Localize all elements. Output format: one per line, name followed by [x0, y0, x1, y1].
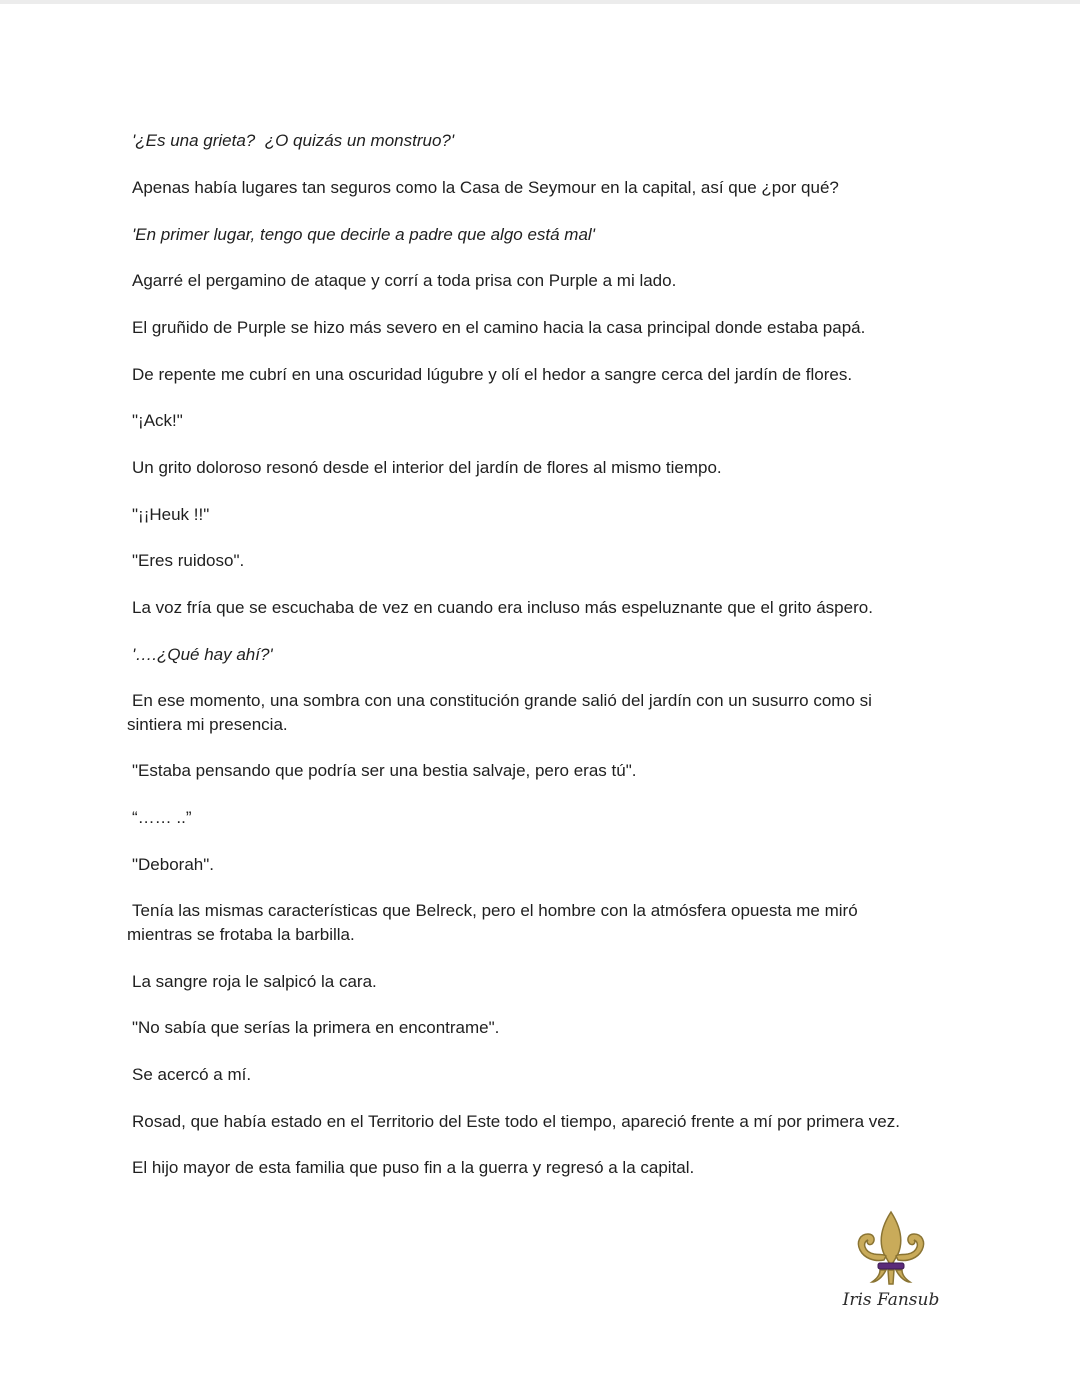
- paragraph-13: En ese momento, una sombra con una constitución grande salió del jardín con un susurro como si sintiera mi presencia.: [127, 691, 877, 734]
- paragraph-17: Tenía las mismas características que Belreck, pero el hombre con la atmósfera opuesta me miró mientras se frotaba la barbilla.: [127, 901, 863, 944]
- paragraph-4: Agarré el pergamino de ataque y corrí a toda prisa con Purple a mi lado.: [132, 271, 677, 290]
- paragraph-8: Un grito doloroso resonó desde el interior del jardín de flores al mismo tiempo.: [132, 458, 722, 477]
- paragraph-9: "¡¡Heuk !!": [132, 505, 210, 524]
- paragraph-20: Se acercó a mí.: [132, 1065, 252, 1084]
- paragraph-10: "Eres ruidoso".: [132, 551, 245, 570]
- paragraph-16: "Deborah".: [132, 855, 215, 874]
- paragraph-6: De repente me cubrí en una oscuridad lúgubre y olí el hedor a sangre cerca del jardín de flores.: [132, 365, 853, 384]
- fleur-de-lis-icon: [844, 1208, 938, 1288]
- paragraph-22: El hijo mayor de esta familia que puso fin a la guerra y regresó a la capital.: [132, 1158, 695, 1177]
- paragraph-12: '….¿Qué hay ahí?': [132, 645, 273, 664]
- paragraph-3: 'En primer lugar, tengo que decirle a padre que algo está mal': [132, 225, 595, 244]
- paragraph-11: La voz fría que se escuchaba de vez en cuando era incluso más espeluznante que el grito áspero.: [132, 598, 873, 617]
- paragraph-19: "No sabía que serías la primera en encontrame".: [132, 1018, 500, 1037]
- logo-text: Iris Fansub: [842, 1290, 940, 1310]
- paragraph-15: “…… ..”: [132, 808, 192, 827]
- paragraph-7: "¡Ack!": [132, 411, 183, 430]
- paragraph-5: El gruñido de Purple se hizo más severo en el camino hacia la casa principal donde estaba papá.: [132, 318, 866, 337]
- paragraph-2: Apenas había lugares tan seguros como la Casa de Seymour en la capital, así que ¿por qué?: [132, 178, 839, 197]
- paragraph-1: '¿Es una grieta? ¿O quizás un monstruo?': [132, 131, 455, 150]
- paragraph-14: "Estaba pensando que podría ser una bestia salvaje, pero eras tú".: [132, 761, 637, 780]
- paragraph-18: La sangre roja le salpicó la cara.: [132, 972, 377, 991]
- fansub-logo: [836, 1208, 946, 1318]
- paragraph-21: Rosad, que había estado en el Territorio del Este todo el tiempo, apareció frente a mí por primera vez.: [132, 1112, 900, 1131]
